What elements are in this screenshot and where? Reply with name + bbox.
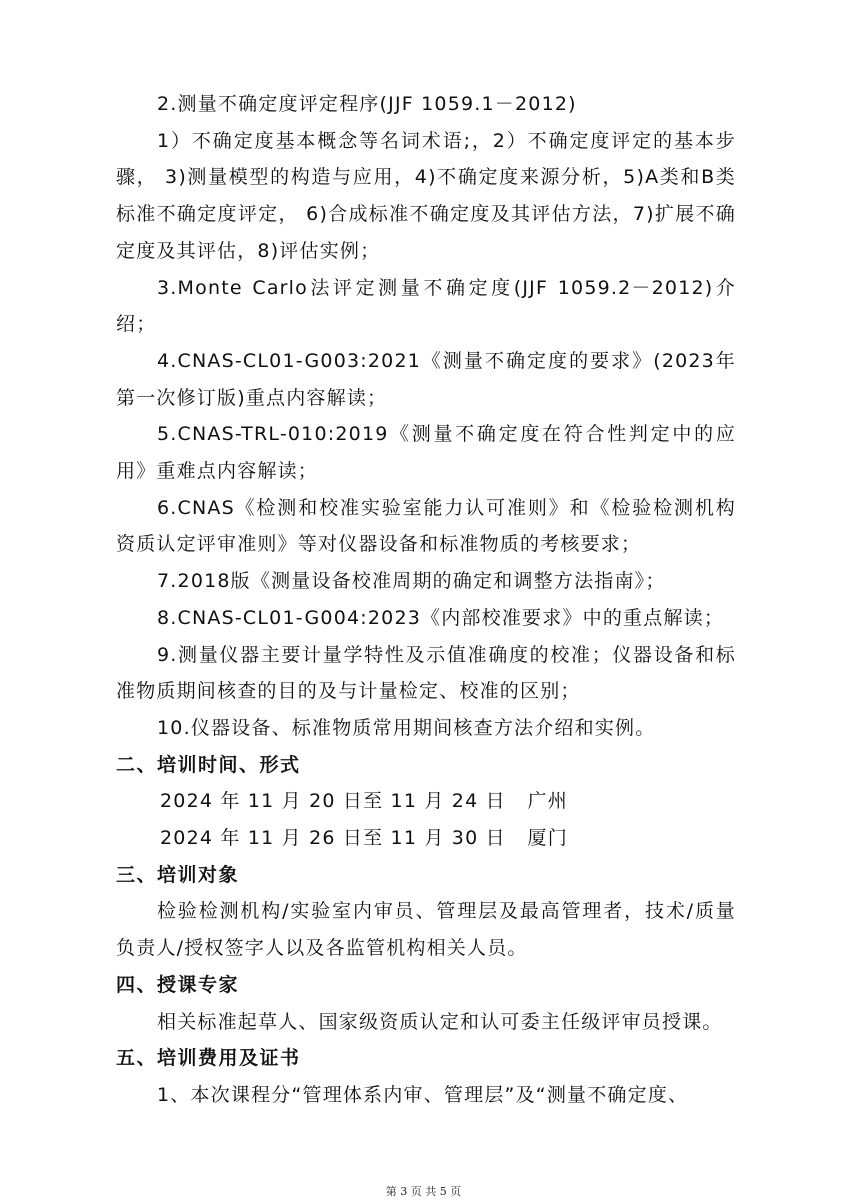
list-item-7 <box>116 563 736 600</box>
item-number: 10. <box>157 716 191 739</box>
item-number: 2. <box>157 93 178 115</box>
list-item-9 <box>116 637 736 710</box>
item-number: 4. <box>157 349 178 372</box>
list-item-5 <box>116 416 736 489</box>
document-body <box>116 86 736 1114</box>
item-text: CNAS-TRL-010:2019《测量不确定度在符合性判定中的应用》重难点内容解读； <box>116 423 736 483</box>
item-text: 测量仪器主要计量学特性及示值准确度的校准；仪器设备和标准物质期间核查的目的及与计量检定、校准的区别； <box>116 643 736 703</box>
item-text: CNAS-CL01-G003:2021《测量不确定度的要求》(2023年第一次修订版)重点内容解读； <box>116 349 736 409</box>
item-text: CNAS-CL01-G004:2023《内部校准要求》中的重点解读； <box>177 606 725 629</box>
item-text: 1）不确定度基本概念等名词术语;，2）不确定度评定的基本步骤， 3)测量模型的构造与应用，4)不确定度来源分析，5)A类和B类标准不确定度评定， 6)合成标准不确定度及其评估方法，7)扩展不确定度及其评估，8)评估实例； <box>116 129 736 262</box>
training-date-guangzhou: 2024 年 11 月 20 日至 11 月 24 日 广州 <box>160 790 568 813</box>
list-item-3 <box>116 270 736 343</box>
item-text: 仪器设备、标准物质常用期间核查方法介绍和实例。 <box>190 716 656 739</box>
item-text: 2018版《测量设备校准周期的确定和调整方法指南》； <box>177 570 666 593</box>
item-text: CNAS《检测和校准实验室能力认可准则》和《检验检测机构资质认定评审准则》等对仪器设备和标准物质的考核要求； <box>116 496 736 556</box>
list-item-2 <box>116 86 736 123</box>
item-number: 7. <box>157 570 178 593</box>
item-number: 3. <box>157 276 178 299</box>
item-number: 6. <box>157 496 178 519</box>
list-item-6 <box>116 490 736 563</box>
training-date-xiamen: 2024 年 11 月 26 日至 11 月 30 日 厦门 <box>160 827 568 850</box>
section-heading-experts: 四、授课专家 <box>116 973 240 996</box>
list-item-4 <box>116 343 736 416</box>
item-text: 测量不确定度评定程序(JJF 1059.1－2012) <box>177 93 577 115</box>
section-heading-audience: 三、培训对象 <box>116 863 240 886</box>
item-number: 8. <box>157 606 178 629</box>
item-number: 5. <box>157 423 178 446</box>
fees-text: 1、本次课程分“管理体系内审、管理层”及“测量不确定度、 <box>157 1083 689 1106</box>
item-number: 9. <box>157 643 178 666</box>
list-item-10 <box>116 710 736 747</box>
audience-text: 检验检测机构/实验室内审员、管理层及最高管理者，技术/质量负责人/授权签字人以及各监管机构相关人员。 <box>116 900 736 960</box>
list-item-8 <box>116 600 736 637</box>
item-text: Monte Carlo法评定测量不确定度(JJF 1059.2－2012)介绍； <box>116 276 736 336</box>
section-heading-fees: 五、培训费用及证书 <box>116 1047 301 1070</box>
section-heading-training-time: 二、培训时间、形式 <box>116 753 301 776</box>
experts-text: 相关标准起草人、国家级资质认定和认可委主任级评审员授课。 <box>157 1010 723 1033</box>
page-number-footer: 第 3 页 共 5 页 <box>385 1185 462 1198</box>
list-item-2-details <box>116 123 736 270</box>
